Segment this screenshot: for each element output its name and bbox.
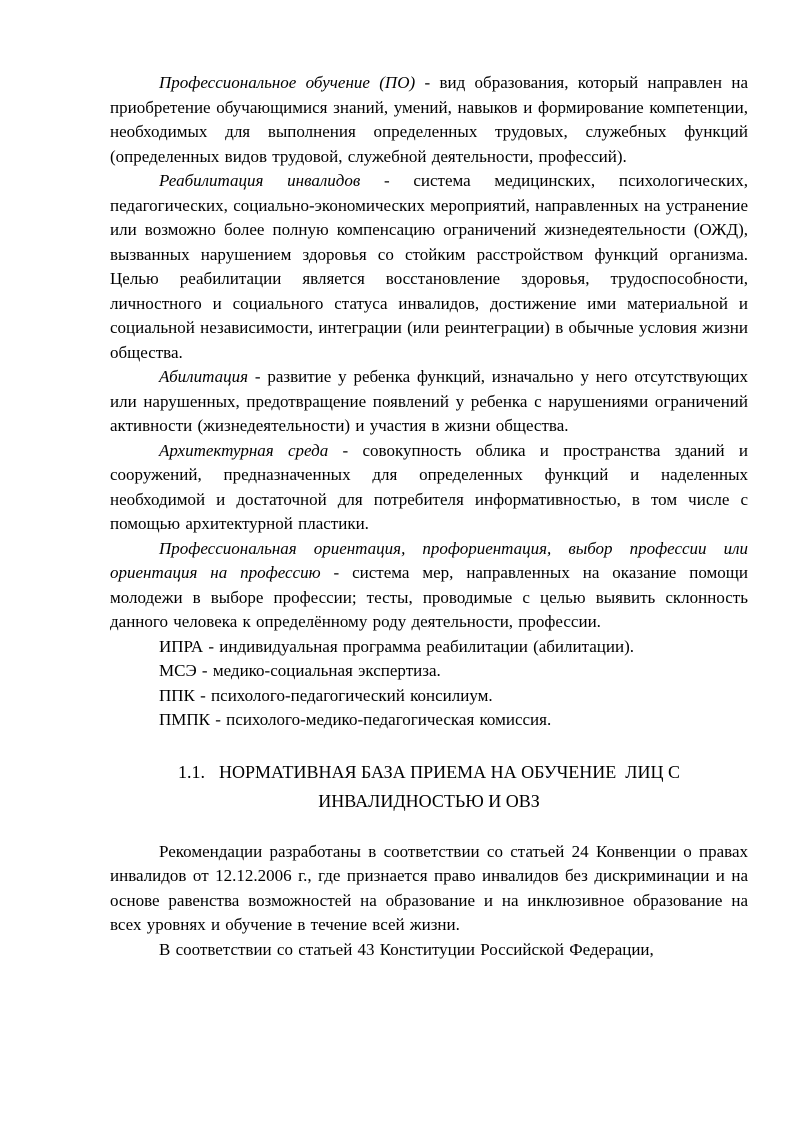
page-content [110,71,748,962]
term-habilitation: Абилитация [159,367,248,386]
term-rehabilitation: Реабилитация инвалидов [159,171,361,190]
definition-text-architectural-environment: - совокупность облика и пространства зданий и сооружений, предназначенных для определенных функций и наделенных необходимой и достаточной для потребителя информативностью, в том числе с помощью архитектурной пластики. [110,440,748,533]
definition-paragraph-career-guidance [110,537,748,635]
body-paragraph-recommendations: Рекомендации разработаны в соответствии со статьей 24 Конвенции о правах инвалидов от 12.12.2006 г., где признается право инвалидов без дискриминации и на основе равенства возможностей на образование и на инклюзивное образование на всех уровнях и обучение в течение всей жизни. [110,841,748,934]
definition-text-rehabilitation: - система медицинских, психологических, педагогических, социально-экономических мероприятий, направленных на устранение или возможно более полную компенсацию ограничений жизнедеятельности (ОЖД), вызванных нарушением здоровья со стойким расстройством функций организма. Целью реабилитации является восстановление здоровья, трудоспособности, личностного и социального статуса инвалидов, достижение ими материальной и социальной независимости, интеграции (или реинтеграции) в обычные условия жизни общества. [110,171,748,362]
definition-paragraph-architectural-environment [110,439,748,537]
section-heading [110,758,748,816]
abbreviation-line-ipra: ИПРА - индивидуальная программа реабилитации (абилитации). [159,636,634,656]
section-number: 1.1. [178,761,206,782]
section-title: НОРМАТИВНАЯ БАЗА ПРИЕМА НА ОБУЧЕНИЕ ЛИЦ С ИНВАЛИДНОСТЬЮ И ОВЗ [219,761,685,811]
abbreviation-line-pmpk: ПМПК - психолого-медико-педагогическая комиссия. [159,710,552,729]
definition-paragraph-habilitation [110,365,748,439]
term-career-guidance: Профессиональная ориентация, профориентация, выбор профессии или ориентация на профессию [110,538,748,582]
term-architectural-environment: Архитектурная среда [159,440,329,460]
definition-text-professional-education: - вид образования, который направлен на приобретение обучающимися знаний, умений, навыков и формирование компетенции, необходимых для выполнения определенных трудовых, служебных функций (определенных видов трудовой, служебной деятельности, профессий). [110,73,748,166]
definition-text-career-guidance: - система мер, направленных на оказание помощи молодежи в выборе профессии; тесты, проводимые с целью выявить склонность данного человека к определённому роду деятельности, профессии. [110,563,748,631]
body-paragraph-constitution: В соответствии со статьей 43 Конституции Российской Федерации, [159,939,654,959]
definition-text-habilitation: - развитие у ребенка функций, изначально у него отсутствующих или нарушенных, предотвращение появлений у ребенка с нарушениями ограничений активности (жизнедеятельности) и участия в жизни общества. [110,367,749,435]
definition-paragraph-rehabilitation [110,169,748,365]
definition-paragraph-professional-education [110,71,748,169]
term-professional-education: Профессиональное обучение (ПО) [159,73,416,92]
abbreviation-line-mse: МСЭ - медико-социальная экспертиза. [159,661,441,680]
abbreviation-line-ppk: ППК - психолого-педагогический консилиум. [159,685,493,705]
